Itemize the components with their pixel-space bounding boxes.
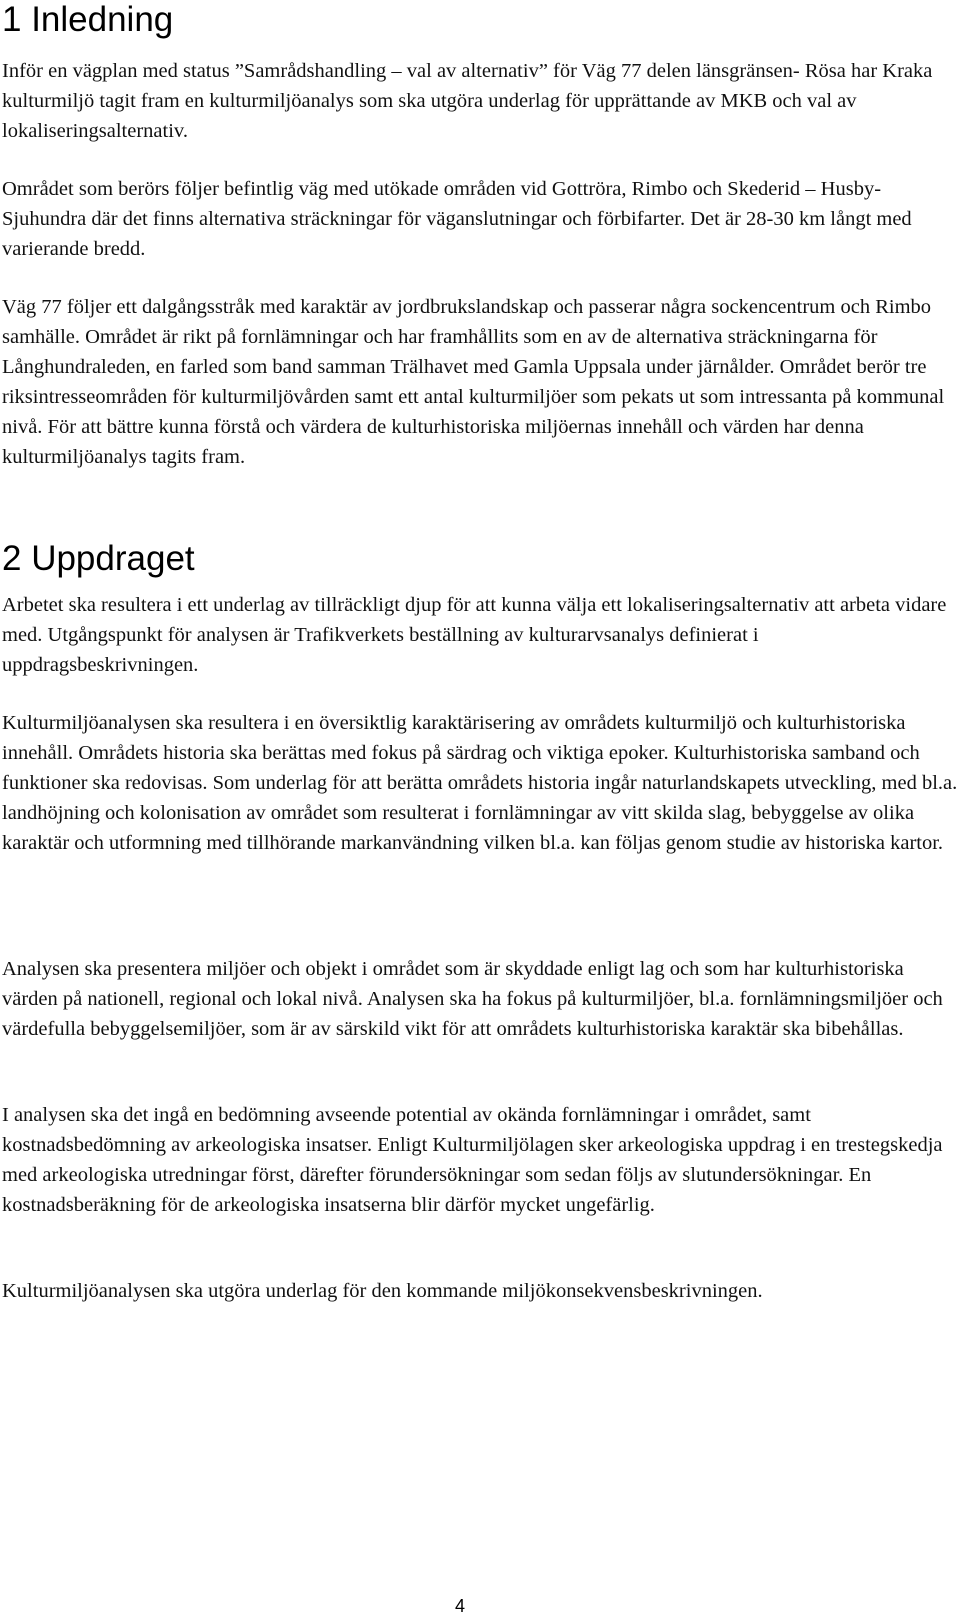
paragraph-characterisation: Kulturmiljöanalysen ska resultera i en översiktlig karaktärisering av områdets kulturmiljö och kulturhistoriska innehåll. Områdets historia ska berättas med fokus på särdrag och viktiga epoker. Kulturhistoriska samband och funktioner ska redovisas. Som underlag för att berätta områdets historia ingår naturlandskapets utveckling, med bl.a. landhöjning och kolonisation av området som resulterat i fornlämningar av vitt skilda slag, bebyggelse av olika karaktär och utformning med tillhörande markanvändning vilken bl.a. kan följas genom studie av historiska kartor. (2, 712, 958, 854)
page-number (0, 1596, 960, 1616)
section-heading-uppdraget: 2 Uppdraget (2, 539, 195, 578)
section-heading-inledning: 1 Inledning (2, 0, 174, 39)
paragraph-intro: Inför en vägplan med status ”Samrådshandling – val av alternativ” för Väg 77 delen länsgränsen- Rösa har Kraka kulturmiljö tagit fram en kulturmiljöanalys som ska utgöra underlag för upprättande av MKB och val av lokaliseringsalternativ. (2, 60, 933, 142)
paragraph-conclusion: Kulturmiljöanalysen ska utgöra underlag för den kommande miljökonsekvensbeskrivningen. (2, 1280, 763, 1302)
paragraph-presentation: Analysen ska presentera miljöer och objekt i området som är skyddade enligt lag och som har kulturhistoriska värden på nationell, regional och lokal nivå. Analysen ska ha fokus på kulturmiljöer, bl.a. fornlämningsmiljöer och värdefulla bebyggelsemiljöer, som är av särskild vikt för att områdets kulturhistoriska karaktär ska bibehållas. (2, 958, 943, 1040)
paragraph-assignment-result: Arbetet ska resultera i ett underlag av tillräckligt djup för att kunna välja ett lokaliseringsalternativ att arbeta vidare med. Utgångspunkt för analysen är Trafikverkets beställning av kulturarvsanalys definierat i uppdragsbeskrivningen. (2, 594, 947, 676)
paragraph-assessment: I analysen ska det ingå en bedömning avseende potential av okända fornlämningar i området, samt kostnadsbedömning av arkeologiska insatser. Enligt Kulturmiljölagen sker arkeologiska uppdrag i en trestegskedja med arkeologiska utredningar först, därefter förundersökningar som sedan följs av slutundersökningar. En kostnadsberäkning för de arkeologiska insatserna blir därför mycket ungefärlig. (2, 1104, 943, 1216)
page-number-text: 4 (454, 1596, 465, 1616)
paragraph-landscape: Väg 77 följer ett dalgångsstråk med karaktär av jordbrukslandskap och passerar några sockencentrum och Rimbo samhälle. Området är rikt på fornlämningar och har framhållits som en av de alternativa sträckningarna för Långhundraleden, en farled som band samman Trälhavet med Gamla Uppsala under järnålder. Området berör tre riksintresseområden för kulturmiljövården samt ett antal kulturmiljöer som pekats ut som intressanta på kommunal nivå. För att bättre kunna förstå och värdera de kulturhistoriska miljöernas innehåll och värden har denna kulturmiljöanalys tagits fram. (2, 296, 945, 468)
paragraph-area: Området som berörs följer befintlig väg med utökade områden vid Gottröra, Rimbo och Skederid – Husby-Sjuhundra där det finns alternativa sträckningar för väganslutningar och förbifarter. Det är 28-30 km långt med varierande bredd. (2, 178, 912, 260)
